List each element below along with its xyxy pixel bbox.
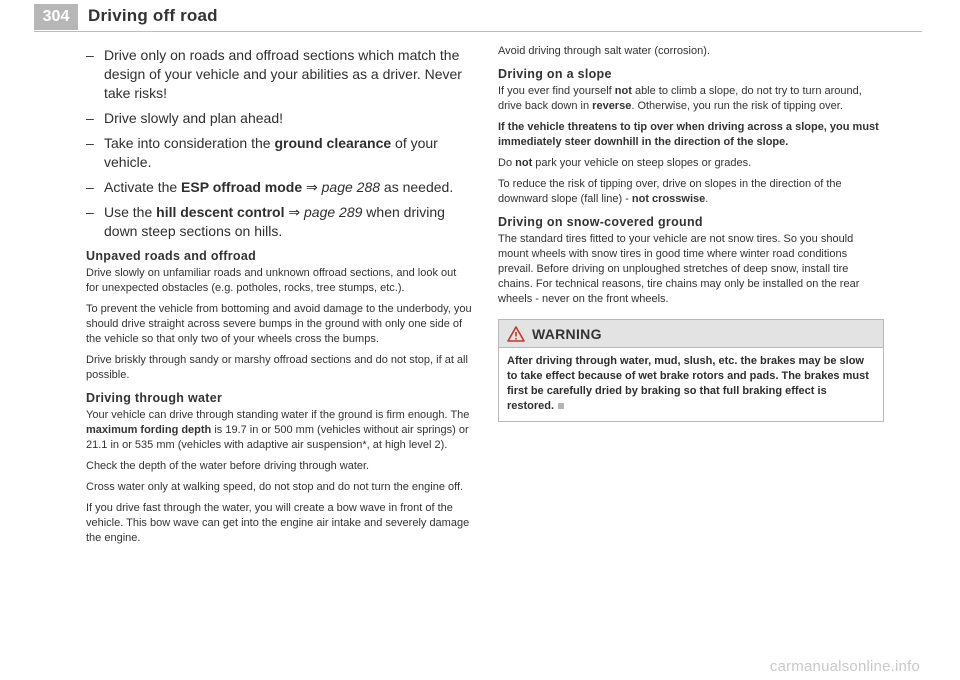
list-item: – Drive slowly and plan ahead! [86, 110, 283, 126]
list-item: – Use the hill descent control ⇒ page 289 when driving down steep sections on hills. [86, 204, 445, 239]
list-item: – Drive only on roads and offroad sections which match the design of your vehicle and your abilities as a driver. Never take risks! [86, 47, 462, 101]
warning-title: WARNING [532, 326, 602, 342]
bullet-bold: ESP offroad mode [181, 179, 303, 195]
bold-note: If the vehicle threatens to tip over when driving across a slope, you must immediately steer downhill in the direction of the slope. [498, 121, 879, 148]
text-run: . [705, 193, 709, 205]
bullet-text: Activate the [104, 179, 182, 195]
text-run: If you ever find yourself [498, 85, 615, 97]
text-bold: not crosswise [631, 193, 706, 205]
text-run: Do [498, 157, 516, 169]
page-title: Driving off road [88, 6, 218, 25]
paragraph [86, 408, 472, 453]
bullet-text: Take into consideration the [104, 135, 275, 151]
text-run: is 19.7 in or 500 mm (vehicles without air springs) or 21.1 in or 535 mm (vehicles with adaptive air suspension*, at high level 2). [86, 424, 469, 451]
section-heading-water: Driving through water [86, 391, 223, 405]
bullet-text: Drive slowly and plan ahead! [104, 110, 283, 126]
intro-bullet-list [86, 46, 472, 241]
warning-header [499, 320, 883, 348]
text-bold: maximum fording depth [86, 424, 212, 436]
bullet-text: when driving down steep sections on hills. [104, 204, 445, 239]
paragraph: The standard tires fitted to your vehicle are not snow tires. So you should mount wheels with snow tires in good time where winter road conditions prevail. Before driving on unploughed stretches of deep snow, install tire chains. For technical reasons, tire chains may only be installed on the rear wheels - never on the front wheels. [498, 233, 860, 305]
text-run: Your vehicle can drive through standing water if the ground is firm enough. The [86, 409, 470, 421]
bullet-bold: hill descent control [156, 204, 285, 220]
text-run: park your vehicle on steep slopes or grades. [532, 157, 752, 169]
page-reference-link[interactable]: ⇒ page 289 [284, 204, 363, 220]
paragraph: If you drive fast through the water, you will create a bow wave in front of the vehicle. This bow wave can get into the engine air intake and severely damage the engine. [86, 502, 470, 544]
paragraph: To prevent the vehicle from bottoming and avoid damage to the underbody, you should drive straight across severe bumps in the ground with only one side of the vehicle so that only two of your wheels cross the bumps. [86, 303, 472, 345]
warning-body-text: After driving through water, mud, slush, etc. the brakes may be slow to take effect because of wet brake rotors and pads. The brakes must first be carefully dried by braking so that full braking effect is restored. [507, 355, 869, 412]
paragraph [498, 84, 882, 114]
warning-text [499, 348, 883, 421]
bullet-text: of your vehicle. [104, 135, 438, 170]
section-heading-unpaved: Unpaved roads and offroad [86, 249, 257, 263]
text-run: able to climb a slope, do not try to turn around, drive back down in [498, 85, 862, 112]
text-bold: not [614, 85, 632, 97]
bullet-bold: ground clearance [274, 135, 392, 151]
text-bold: reverse [592, 100, 632, 112]
bullet-text: Drive only on roads and offroad sections which match the design of your vehicle and your abilities as a driver. Never take risks! [104, 47, 462, 101]
list-item: – Activate the ESP offroad mode ⇒ page 288 as needed. [86, 179, 454, 195]
bullet-text: as needed. [380, 179, 454, 195]
paragraph: Avoid driving through salt water (corrosion). [498, 45, 710, 57]
bullet-text: Use the [104, 204, 157, 220]
warning-box [498, 319, 884, 422]
text-run: To reduce the risk of tipping over, drive on slopes in the direction of the downward slope (fall line) - [498, 178, 842, 205]
watermark: carmanualsonline.info [769, 658, 920, 675]
text-bold: not [515, 157, 533, 169]
left-column [86, 44, 472, 552]
list-item: – Take into consideration the ground clearance of your vehicle. [86, 135, 438, 170]
warning-triangle-icon [507, 326, 525, 342]
page-reference-link[interactable]: ⇒ page 288 [302, 179, 381, 195]
paragraph: Drive briskly through sandy or marshy offroad sections and do not stop, if at all possible. [86, 354, 468, 381]
paragraph [498, 177, 882, 207]
paragraph [498, 156, 882, 171]
section-heading-snow: Driving on snow-covered ground [498, 215, 703, 229]
paragraph: Cross water only at walking speed, do not stop and do not turn the engine off. [86, 481, 464, 493]
paragraph: Check the depth of the water before driving through water. [86, 460, 370, 472]
right-column [498, 44, 882, 422]
header-divider [34, 31, 922, 32]
text-run: . Otherwise, you run the risk of tipping over. [631, 100, 843, 112]
section-heading-slope: Driving on a slope [498, 67, 612, 81]
paragraph: Drive slowly on unfamiliar roads and unknown offroad sections, and look out for unexpected obstacles (e.g. potholes, rocks, tree stumps, etc.). [86, 267, 457, 294]
page-number: 304 [34, 4, 78, 30]
end-square-icon [558, 403, 564, 409]
